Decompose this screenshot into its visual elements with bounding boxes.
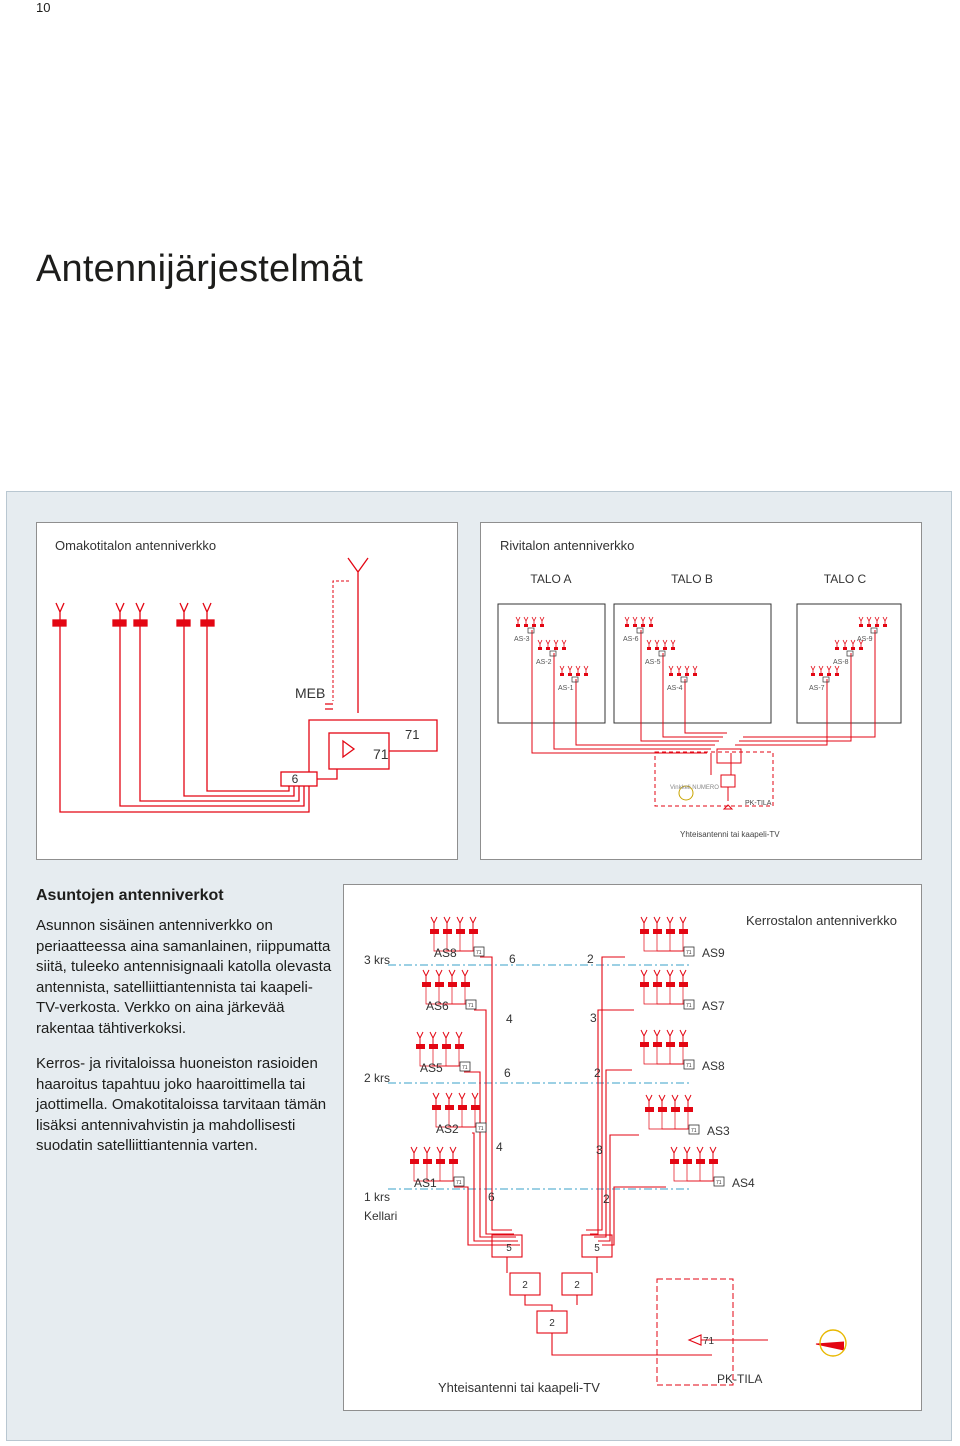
unit-label: AS-5 xyxy=(645,659,661,666)
apartment-panel xyxy=(343,884,922,1411)
riser-label: 4 xyxy=(496,1140,503,1154)
row-house-diagram xyxy=(481,523,923,861)
floor-3-label: 3 krs xyxy=(364,953,391,967)
splitter-d-label: 2 xyxy=(574,1280,580,1291)
page-title: Antennijärjestelmät xyxy=(36,248,363,290)
riser-label: 2 xyxy=(587,952,594,966)
single-family-panel xyxy=(36,522,458,860)
amp-label: 71 xyxy=(373,746,389,762)
riser-label: 6 xyxy=(488,1190,495,1204)
apartment-title: Kerrostalon antenniverkko xyxy=(746,913,898,928)
riser-label: 2 xyxy=(594,1066,601,1080)
row-house-panel xyxy=(480,522,922,860)
row-house-title: Rivitalon antenniverkko xyxy=(500,538,635,553)
riser-label: 6 xyxy=(504,1066,511,1080)
svg-text:71: 71 xyxy=(686,1003,692,1009)
svg-text:71: 71 xyxy=(462,1065,468,1071)
unit-label: AS-7 xyxy=(809,685,825,692)
label-71: 71 xyxy=(405,727,420,742)
svg-text:71: 71 xyxy=(478,1126,484,1132)
row-wiring xyxy=(532,630,875,809)
apartment-unit-label: AS1 xyxy=(414,1176,437,1190)
unit-label: AS-6 xyxy=(623,636,639,643)
single-family-title: Omakotitalon antenniverkko xyxy=(55,538,217,553)
apt-source-label: Yhteisantenni tai kaapeli-TV xyxy=(438,1380,600,1395)
unit-label: AS-1 xyxy=(558,685,574,692)
splitter-label: 6 xyxy=(291,772,299,786)
floor-1-label: 1 krs xyxy=(364,1190,391,1204)
house-a-label: TALO A xyxy=(530,572,572,586)
meb-label: MEB xyxy=(295,685,326,701)
svg-text:71: 71 xyxy=(686,1063,692,1069)
apartment-unit-label: AS7 xyxy=(702,999,725,1013)
apartment-unit-label: AS9 xyxy=(702,946,725,960)
page-number: 10 xyxy=(36,0,51,15)
svg-text:71: 71 xyxy=(476,950,482,956)
apartment-unit-label: AS5 xyxy=(420,1061,443,1075)
splitter-c-label: 2 xyxy=(522,1280,528,1291)
svg-text:71: 71 xyxy=(686,950,692,956)
unit-label: AS-2 xyxy=(536,659,552,666)
basement-label: Kellari xyxy=(364,1209,398,1223)
apartment-unit-label: AS8 xyxy=(434,946,457,960)
row-pk-tila: PK-TILA xyxy=(745,800,772,807)
riser-label: 3 xyxy=(590,1011,597,1025)
intro-paragraph: Asunnon sisäinen antenniverkko on periaatteessa aina samanlainen, riippumatta siitä, tuleeko antennisignaali katolla olevasta antennista, satelliittiantennista tai kaapeli-TV-verkosta. Verkko on aina järkevää rakentaa tähtiverkoksi. xyxy=(36,917,332,1037)
detail-paragraph: Kerros- ja rivitaloissa huoneiston rasioiden haaroitus tapahtuu joko haaroittimella tai jaottimella. Omakotitaloissa tarvitaan tämän lisäksi antennivahvistin ja mahdollisesti suodatin satelliittiantennia varten. xyxy=(36,1055,327,1154)
svg-text:71: 71 xyxy=(691,1128,697,1134)
unit-label: AS-3 xyxy=(514,636,530,643)
unit-label: AS-8 xyxy=(833,659,849,666)
splitter-b-label: 5 xyxy=(594,1243,600,1254)
splitter-e-label: 2 xyxy=(549,1318,555,1329)
apartment-unit-label: AS6 xyxy=(426,999,449,1013)
svg-text:71: 71 xyxy=(468,1003,474,1009)
apt-amp-label: 71 xyxy=(703,1336,715,1347)
riser-label: 4 xyxy=(506,1012,513,1026)
apartment-diagram xyxy=(344,885,923,1412)
apartment-unit-label: AS4 xyxy=(732,1176,755,1190)
single-family-diagram xyxy=(37,523,459,861)
house-b-label: TALO B xyxy=(671,572,713,586)
apartment-unit-label: AS3 xyxy=(707,1124,730,1138)
headend-text: Vinkkeli NUMERO xyxy=(670,785,719,791)
unit-label: AS-9 xyxy=(857,636,873,643)
svg-text:71: 71 xyxy=(456,1180,462,1186)
row-source-label: Yhteisantenni tai kaapeli-TV xyxy=(680,830,780,839)
riser-label: 2 xyxy=(603,1192,610,1206)
floor-2-label: 2 krs xyxy=(364,1071,391,1085)
apartment-unit-label: AS2 xyxy=(436,1122,459,1136)
splitter-a-label: 5 xyxy=(506,1243,512,1254)
house-c-label: TALO C xyxy=(823,572,867,586)
svg-text:71: 71 xyxy=(716,1180,722,1186)
apt-pk-tila: PK-TILA xyxy=(717,1372,763,1386)
section-heading: Asuntojen antenniverkot xyxy=(36,887,224,904)
apartment-unit-label: AS8 xyxy=(702,1059,725,1073)
riser-label: 3 xyxy=(596,1143,603,1157)
unit-label: AS-4 xyxy=(667,685,683,692)
riser-label: 6 xyxy=(509,952,516,966)
